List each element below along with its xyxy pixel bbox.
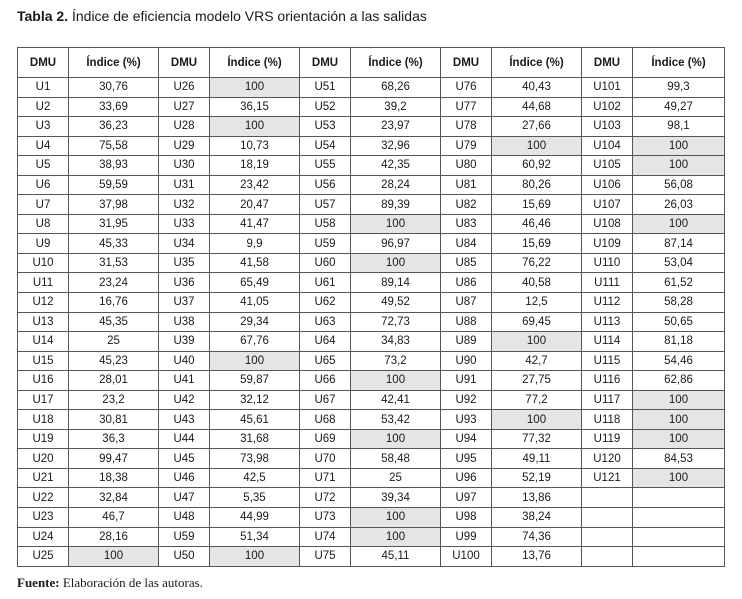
table-row: [18, 195, 725, 215]
index-cell: 56,08: [633, 175, 725, 195]
dmu-cell: U99: [441, 527, 492, 547]
index-cell: 42,41: [351, 390, 441, 410]
caption-label: Tabla 2.: [17, 8, 69, 24]
dmu-cell: U59: [159, 527, 210, 547]
dmu-cell: U75: [300, 547, 351, 567]
dmu-cell: U23: [18, 508, 69, 528]
dmu-cell: U67: [300, 390, 351, 410]
index-cell: 75,58: [69, 136, 159, 156]
dmu-cell: U18: [18, 410, 69, 430]
index-cell: 45,61: [210, 410, 300, 430]
index-cell: 100: [210, 547, 300, 567]
index-cell: 31,53: [69, 253, 159, 273]
dmu-cell: U9: [18, 234, 69, 254]
dmu-cell: U79: [441, 136, 492, 156]
index-cell: 37,98: [69, 195, 159, 215]
index-cell: 87,14: [633, 234, 725, 254]
index-cell: 26,03: [633, 195, 725, 215]
table-row: [18, 156, 725, 176]
index-cell: 58,28: [633, 293, 725, 313]
table-row: [18, 97, 725, 117]
index-cell: 29,34: [210, 312, 300, 332]
dmu-cell: U86: [441, 273, 492, 293]
dmu-cell: U118: [582, 410, 633, 430]
index-cell: 5,35: [210, 488, 300, 508]
dmu-cell: U32: [159, 195, 210, 215]
index-cell: 28,01: [69, 371, 159, 391]
index-cell: 100: [69, 547, 159, 567]
index-cell: 58,48: [351, 449, 441, 469]
index-cell: 89,14: [351, 273, 441, 293]
index-cell: 12,5: [492, 293, 582, 313]
dmu-cell: [582, 488, 633, 508]
index-cell: 31,95: [69, 214, 159, 234]
dmu-cell: U74: [300, 527, 351, 547]
index-cell: 72,73: [351, 312, 441, 332]
dmu-cell: U3: [18, 117, 69, 137]
dmu-cell: U70: [300, 449, 351, 469]
dmu-cell: U69: [300, 429, 351, 449]
index-cell: 23,2: [69, 390, 159, 410]
index-cell: 10,73: [210, 136, 300, 156]
dmu-cell: [582, 508, 633, 528]
table-row: [18, 273, 725, 293]
dmu-cell: U64: [300, 332, 351, 352]
header-index: Índice (%): [69, 48, 159, 78]
dmu-cell: U37: [159, 293, 210, 313]
dmu-cell: U38: [159, 312, 210, 332]
dmu-cell: U10: [18, 253, 69, 273]
index-cell: 100: [351, 371, 441, 391]
index-cell: 49,11: [492, 449, 582, 469]
dmu-cell: U84: [441, 234, 492, 254]
index-cell: 100: [633, 410, 725, 430]
header-index: Índice (%): [492, 48, 582, 78]
table-row: [18, 488, 725, 508]
dmu-cell: U97: [441, 488, 492, 508]
header-dmu: DMU: [582, 48, 633, 78]
dmu-cell: U54: [300, 136, 351, 156]
index-cell: 65,49: [210, 273, 300, 293]
index-cell: 41,05: [210, 293, 300, 313]
index-cell: 40,43: [492, 78, 582, 98]
dmu-cell: U26: [159, 78, 210, 98]
dmu-cell: U93: [441, 410, 492, 430]
index-cell: 69,45: [492, 312, 582, 332]
table-row: [18, 253, 725, 273]
index-cell: 100: [633, 214, 725, 234]
index-cell: 61,52: [633, 273, 725, 293]
dmu-cell: U4: [18, 136, 69, 156]
dmu-cell: U29: [159, 136, 210, 156]
index-cell: 100: [210, 78, 300, 98]
index-cell: 42,7: [492, 351, 582, 371]
table-row: [18, 136, 725, 156]
index-cell: 20,47: [210, 195, 300, 215]
index-cell: 76,22: [492, 253, 582, 273]
dmu-cell: U110: [582, 253, 633, 273]
dmu-cell: U55: [300, 156, 351, 176]
dmu-cell: U114: [582, 332, 633, 352]
index-cell: 68,26: [351, 78, 441, 98]
index-cell: 62,86: [633, 371, 725, 391]
index-cell: 45,11: [351, 547, 441, 567]
index-cell: [633, 547, 725, 567]
dmu-cell: U57: [300, 195, 351, 215]
dmu-cell: U21: [18, 468, 69, 488]
dmu-cell: U76: [441, 78, 492, 98]
index-cell: 67,76: [210, 332, 300, 352]
dmu-cell: U88: [441, 312, 492, 332]
index-cell: 18,19: [210, 156, 300, 176]
index-cell: 73,2: [351, 351, 441, 371]
index-cell: 31,68: [210, 429, 300, 449]
dmu-cell: U24: [18, 527, 69, 547]
index-cell: 23,24: [69, 273, 159, 293]
dmu-cell: U27: [159, 97, 210, 117]
index-cell: 27,66: [492, 117, 582, 137]
dmu-cell: U36: [159, 273, 210, 293]
index-cell: 81,18: [633, 332, 725, 352]
index-cell: 52,19: [492, 468, 582, 488]
dmu-cell: U72: [300, 488, 351, 508]
dmu-cell: U92: [441, 390, 492, 410]
dmu-cell: U1: [18, 78, 69, 98]
index-cell: 36,23: [69, 117, 159, 137]
table-row: [18, 351, 725, 371]
dmu-cell: U60: [300, 253, 351, 273]
table-row: [18, 312, 725, 332]
dmu-cell: U2: [18, 97, 69, 117]
dmu-cell: U71: [300, 468, 351, 488]
index-cell: 13,76: [492, 547, 582, 567]
efficiency-table: [17, 47, 725, 567]
dmu-cell: U62: [300, 293, 351, 313]
index-cell: 74,36: [492, 527, 582, 547]
index-cell: 51,34: [210, 527, 300, 547]
dmu-cell: U42: [159, 390, 210, 410]
dmu-cell: U34: [159, 234, 210, 254]
index-cell: 100: [633, 390, 725, 410]
dmu-cell: U22: [18, 488, 69, 508]
index-cell: 18,38: [69, 468, 159, 488]
dmu-cell: U68: [300, 410, 351, 430]
dmu-cell: U95: [441, 449, 492, 469]
index-cell: 100: [492, 410, 582, 430]
dmu-cell: U61: [300, 273, 351, 293]
dmu-cell: U5: [18, 156, 69, 176]
dmu-cell: U30: [159, 156, 210, 176]
source-text: Elaboración de las autoras.: [59, 575, 203, 590]
index-cell: 32,96: [351, 136, 441, 156]
index-cell: 45,33: [69, 234, 159, 254]
dmu-cell: U28: [159, 117, 210, 137]
index-cell: 23,97: [351, 117, 441, 137]
index-cell: 84,53: [633, 449, 725, 469]
dmu-cell: U94: [441, 429, 492, 449]
dmu-cell: U77: [441, 97, 492, 117]
dmu-cell: U43: [159, 410, 210, 430]
index-cell: 60,92: [492, 156, 582, 176]
index-cell: 30,76: [69, 78, 159, 98]
index-cell: 100: [351, 527, 441, 547]
dmu-cell: U51: [300, 78, 351, 98]
dmu-cell: U81: [441, 175, 492, 195]
index-cell: 49,52: [351, 293, 441, 313]
index-cell: [633, 527, 725, 547]
dmu-cell: U12: [18, 293, 69, 313]
index-cell: 36,15: [210, 97, 300, 117]
index-cell: 100: [351, 214, 441, 234]
index-cell: 80,26: [492, 175, 582, 195]
index-cell: 15,69: [492, 195, 582, 215]
index-cell: 53,04: [633, 253, 725, 273]
dmu-cell: U80: [441, 156, 492, 176]
index-cell: 54,46: [633, 351, 725, 371]
dmu-cell: U35: [159, 253, 210, 273]
index-cell: 39,34: [351, 488, 441, 508]
header-dmu: DMU: [18, 48, 69, 78]
dmu-cell: U91: [441, 371, 492, 391]
dmu-cell: U119: [582, 429, 633, 449]
dmu-cell: U63: [300, 312, 351, 332]
table-row: [18, 293, 725, 313]
dmu-cell: U45: [159, 449, 210, 469]
dmu-cell: U115: [582, 351, 633, 371]
index-cell: 77,32: [492, 429, 582, 449]
dmu-cell: U104: [582, 136, 633, 156]
dmu-cell: U112: [582, 293, 633, 313]
index-cell: 32,12: [210, 390, 300, 410]
dmu-cell: U48: [159, 508, 210, 528]
index-cell: 45,35: [69, 312, 159, 332]
dmu-cell: U113: [582, 312, 633, 332]
dmu-cell: U7: [18, 195, 69, 215]
dmu-cell: U58: [300, 214, 351, 234]
table-row: [18, 175, 725, 195]
dmu-cell: U59: [300, 234, 351, 254]
table-row: [18, 527, 725, 547]
index-cell: 23,42: [210, 175, 300, 195]
dmu-cell: U13: [18, 312, 69, 332]
dmu-cell: U56: [300, 175, 351, 195]
dmu-cell: U120: [582, 449, 633, 469]
dmu-cell: U87: [441, 293, 492, 313]
index-cell: 38,24: [492, 508, 582, 528]
dmu-cell: U46: [159, 468, 210, 488]
index-cell: 100: [492, 332, 582, 352]
dmu-cell: U106: [582, 175, 633, 195]
dmu-cell: U90: [441, 351, 492, 371]
dmu-cell: [582, 547, 633, 567]
header-index: Índice (%): [633, 48, 725, 78]
dmu-cell: U50: [159, 547, 210, 567]
index-cell: 33,69: [69, 97, 159, 117]
dmu-cell: U98: [441, 508, 492, 528]
dmu-cell: U89: [441, 332, 492, 352]
table-caption: [17, 8, 427, 24]
table-header-row: [18, 48, 725, 78]
header-dmu: DMU: [300, 48, 351, 78]
source-note: [17, 575, 203, 591]
index-cell: 59,59: [69, 175, 159, 195]
table-row: [18, 78, 725, 98]
dmu-cell: U121: [582, 468, 633, 488]
index-cell: 50,65: [633, 312, 725, 332]
index-cell: 73,98: [210, 449, 300, 469]
index-cell: 46,46: [492, 214, 582, 234]
header-dmu: DMU: [441, 48, 492, 78]
table-row: [18, 508, 725, 528]
index-cell: 25: [351, 468, 441, 488]
dmu-cell: U53: [300, 117, 351, 137]
index-cell: 53,42: [351, 410, 441, 430]
index-cell: 42,35: [351, 156, 441, 176]
table-row: [18, 117, 725, 137]
index-cell: 44,68: [492, 97, 582, 117]
index-cell: 41,47: [210, 214, 300, 234]
index-cell: [633, 508, 725, 528]
dmu-cell: U47: [159, 488, 210, 508]
dmu-cell: U11: [18, 273, 69, 293]
source-label: Fuente:: [17, 575, 60, 590]
dmu-cell: U39: [159, 332, 210, 352]
table-row: [18, 214, 725, 234]
index-cell: 42,5: [210, 468, 300, 488]
dmu-cell: U100: [441, 547, 492, 567]
index-cell: 100: [351, 253, 441, 273]
dmu-cell: U117: [582, 390, 633, 410]
dmu-cell: U17: [18, 390, 69, 410]
dmu-cell: U73: [300, 508, 351, 528]
dmu-cell: U108: [582, 214, 633, 234]
dmu-cell: U107: [582, 195, 633, 215]
dmu-cell: U33: [159, 214, 210, 234]
index-cell: 28,24: [351, 175, 441, 195]
index-cell: 100: [351, 508, 441, 528]
index-cell: 100: [633, 156, 725, 176]
index-cell: 100: [633, 136, 725, 156]
table-body: [18, 78, 725, 567]
dmu-cell: U25: [18, 547, 69, 567]
dmu-cell: U19: [18, 429, 69, 449]
dmu-cell: U82: [441, 195, 492, 215]
dmu-cell: U109: [582, 234, 633, 254]
dmu-cell: U40: [159, 351, 210, 371]
table-row: [18, 410, 725, 430]
dmu-cell: U14: [18, 332, 69, 352]
index-cell: 27,75: [492, 371, 582, 391]
index-cell: 59,87: [210, 371, 300, 391]
index-cell: 99,3: [633, 78, 725, 98]
header-dmu: DMU: [159, 48, 210, 78]
dmu-cell: U111: [582, 273, 633, 293]
index-cell: 89,39: [351, 195, 441, 215]
table-row: [18, 468, 725, 488]
dmu-cell: U83: [441, 214, 492, 234]
index-cell: 77,2: [492, 390, 582, 410]
table-row: [18, 390, 725, 410]
table-row: [18, 547, 725, 567]
index-cell: 34,83: [351, 332, 441, 352]
dmu-cell: U31: [159, 175, 210, 195]
dmu-cell: [582, 527, 633, 547]
index-cell: 36,3: [69, 429, 159, 449]
dmu-cell: U41: [159, 371, 210, 391]
dmu-cell: U44: [159, 429, 210, 449]
dmu-cell: U6: [18, 175, 69, 195]
dmu-cell: U65: [300, 351, 351, 371]
header-index: Índice (%): [351, 48, 441, 78]
index-cell: 100: [210, 351, 300, 371]
index-cell: 16,76: [69, 293, 159, 313]
header-index: Índice (%): [210, 48, 300, 78]
table-row: [18, 371, 725, 391]
dmu-cell: U96: [441, 468, 492, 488]
dmu-cell: U78: [441, 117, 492, 137]
dmu-cell: U52: [300, 97, 351, 117]
index-cell: 100: [492, 136, 582, 156]
index-cell: 44,99: [210, 508, 300, 528]
index-cell: 98,1: [633, 117, 725, 137]
index-cell: 100: [633, 429, 725, 449]
dmu-cell: U102: [582, 97, 633, 117]
caption-text: Índice de eficiencia modelo VRS orientación a las salidas: [68, 8, 427, 24]
index-cell: 41,58: [210, 253, 300, 273]
index-cell: 28,16: [69, 527, 159, 547]
table-row: [18, 429, 725, 449]
table-row: [18, 449, 725, 469]
index-cell: 15,69: [492, 234, 582, 254]
index-cell: 46,7: [69, 508, 159, 528]
index-cell: 96,97: [351, 234, 441, 254]
dmu-cell: U103: [582, 117, 633, 137]
dmu-cell: U116: [582, 371, 633, 391]
index-cell: 49,27: [633, 97, 725, 117]
dmu-cell: U105: [582, 156, 633, 176]
dmu-cell: U101: [582, 78, 633, 98]
index-cell: 38,93: [69, 156, 159, 176]
index-cell: 25: [69, 332, 159, 352]
index-cell: 100: [210, 117, 300, 137]
index-cell: 99,47: [69, 449, 159, 469]
index-cell: 30,81: [69, 410, 159, 430]
table-row: [18, 234, 725, 254]
dmu-cell: U15: [18, 351, 69, 371]
dmu-cell: U66: [300, 371, 351, 391]
index-cell: 32,84: [69, 488, 159, 508]
index-cell: [633, 488, 725, 508]
index-cell: 100: [351, 429, 441, 449]
dmu-cell: U85: [441, 253, 492, 273]
dmu-cell: U8: [18, 214, 69, 234]
table-row: [18, 332, 725, 352]
index-cell: 100: [633, 468, 725, 488]
index-cell: 39,2: [351, 97, 441, 117]
dmu-cell: U20: [18, 449, 69, 469]
dmu-cell: U16: [18, 371, 69, 391]
index-cell: 13,86: [492, 488, 582, 508]
index-cell: 45,23: [69, 351, 159, 371]
index-cell: 40,58: [492, 273, 582, 293]
index-cell: 9,9: [210, 234, 300, 254]
